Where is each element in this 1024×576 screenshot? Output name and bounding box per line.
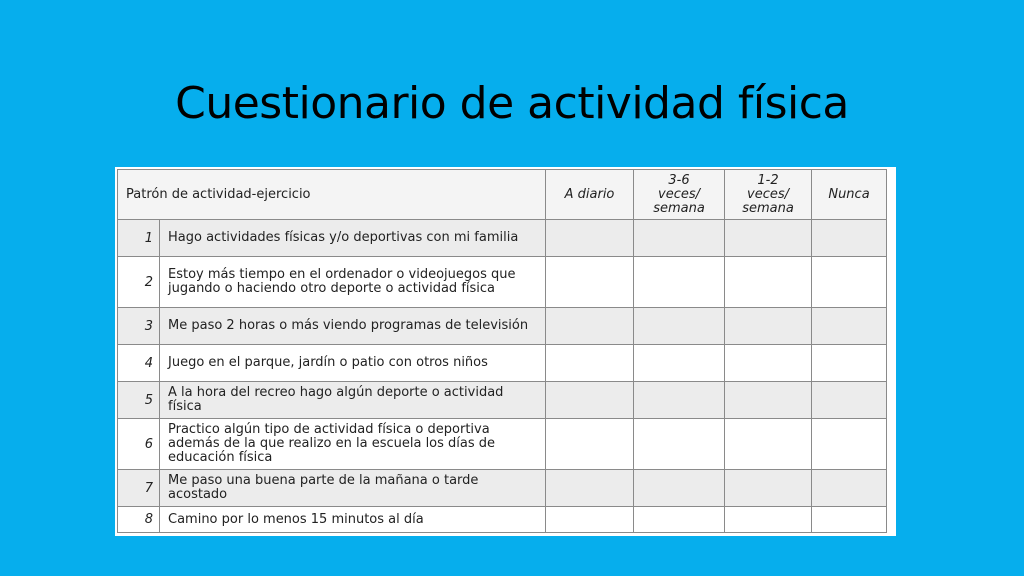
answer-daily-cell[interactable] <box>546 345 634 382</box>
answer-1-2-week-cell[interactable] <box>725 308 812 345</box>
header-1-2-week <box>725 170 812 220</box>
header-3-6-week-label: 3-6 veces/ semana <box>653 172 705 216</box>
row-statement: Estoy más tiempo en el ordenador o videojuegos que jugando o haciendo otro deporte o actividad física <box>160 257 546 308</box>
answer-3-6-week-cell[interactable] <box>634 470 725 507</box>
answer-daily-cell[interactable] <box>546 507 634 533</box>
row-statement: Juego en el parque, jardín o patio con otros niños <box>160 345 546 382</box>
answer-3-6-week-cell[interactable] <box>634 257 725 308</box>
row-statement: Camino por lo menos 15 minutos al día <box>160 507 546 533</box>
row-statement: Me paso una buena parte de la mañana o tarde acostado <box>160 470 546 507</box>
answer-3-6-week-cell[interactable] <box>634 419 725 470</box>
questionnaire-table <box>115 167 896 536</box>
row-number: 6 <box>118 419 160 470</box>
row-statement: Practico algún tipo de actividad física o deportiva además de la que realizo en la escuela los días de educación física <box>160 419 546 470</box>
table-row <box>118 507 887 533</box>
answer-daily-cell[interactable] <box>546 308 634 345</box>
header-daily-label: A diario <box>564 186 615 202</box>
header-never-label: Nunca <box>828 186 870 202</box>
header-3-6-week <box>634 170 725 220</box>
table-row <box>118 308 887 345</box>
slide-title: Cuestionario de actividad física <box>175 78 849 129</box>
row-number: 2 <box>118 257 160 308</box>
answer-never-cell[interactable] <box>812 507 887 533</box>
answer-never-cell[interactable] <box>812 345 887 382</box>
answer-daily-cell[interactable] <box>546 257 634 308</box>
header-daily <box>546 170 634 220</box>
answer-1-2-week-cell[interactable] <box>725 382 812 419</box>
answer-1-2-week-cell[interactable] <box>725 470 812 507</box>
answer-1-2-week-cell[interactable] <box>725 257 812 308</box>
row-number: 5 <box>118 382 160 419</box>
answer-3-6-week-cell[interactable] <box>634 345 725 382</box>
answer-daily-cell[interactable] <box>546 382 634 419</box>
row-number: 8 <box>118 507 160 533</box>
table-row <box>118 419 887 470</box>
answer-1-2-week-cell[interactable] <box>725 345 812 382</box>
table-row <box>118 257 887 308</box>
header-row <box>118 170 887 220</box>
answer-1-2-week-cell[interactable] <box>725 507 812 533</box>
answer-never-cell[interactable] <box>812 470 887 507</box>
answer-never-cell[interactable] <box>812 257 887 308</box>
answer-never-cell[interactable] <box>812 220 887 257</box>
row-number: 1 <box>118 220 160 257</box>
row-statement: Me paso 2 horas o más viendo programas de televisión <box>160 308 546 345</box>
answer-daily-cell[interactable] <box>546 470 634 507</box>
answer-3-6-week-cell[interactable] <box>634 220 725 257</box>
answer-never-cell[interactable] <box>812 419 887 470</box>
answer-3-6-week-cell[interactable] <box>634 382 725 419</box>
header-1-2-week-label: 1-2 veces/ semana <box>742 172 794 216</box>
table-row <box>118 345 887 382</box>
answer-1-2-week-cell[interactable] <box>725 220 812 257</box>
table-row <box>118 382 887 419</box>
row-number: 7 <box>118 470 160 507</box>
table-row <box>118 220 887 257</box>
answer-never-cell[interactable] <box>812 382 887 419</box>
row-number: 3 <box>118 308 160 345</box>
answer-3-6-week-cell[interactable] <box>634 308 725 345</box>
answer-1-2-week-cell[interactable] <box>725 419 812 470</box>
answer-3-6-week-cell[interactable] <box>634 507 725 533</box>
answer-daily-cell[interactable] <box>546 220 634 257</box>
answer-never-cell[interactable] <box>812 308 887 345</box>
header-never <box>812 170 887 220</box>
answer-daily-cell[interactable] <box>546 419 634 470</box>
header-pattern: Patrón de actividad-ejercicio <box>118 170 546 220</box>
table-row <box>118 470 887 507</box>
row-number: 4 <box>118 345 160 382</box>
row-statement: A la hora del recreo hago algún deporte o actividad física <box>160 382 546 419</box>
row-statement: Hago actividades físicas y/o deportivas con mi familia <box>160 220 546 257</box>
